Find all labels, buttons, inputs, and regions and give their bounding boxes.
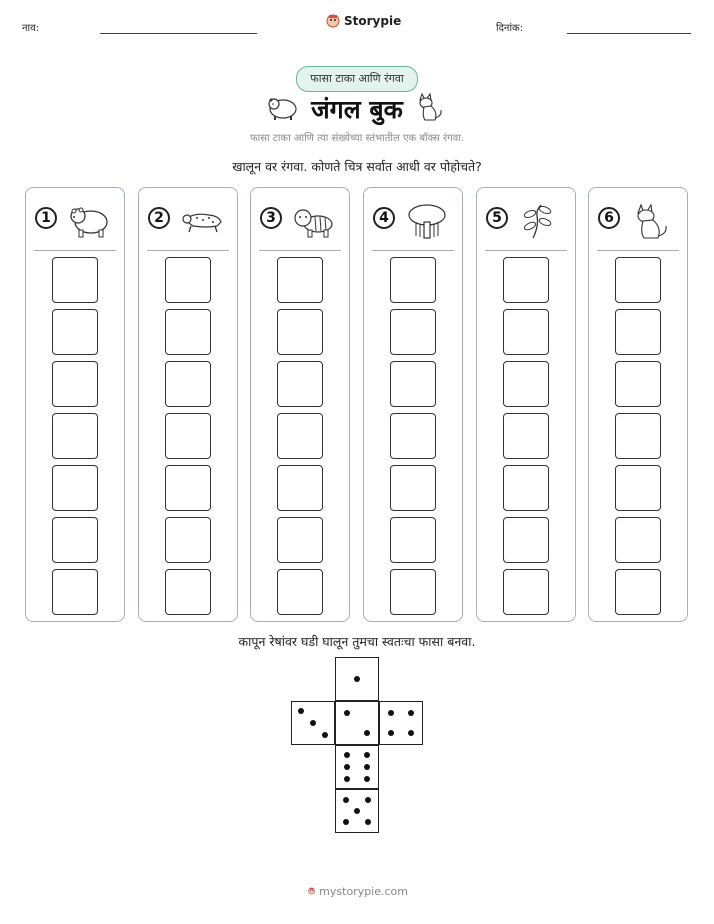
leopard-icon (179, 202, 225, 240)
color-box[interactable] (615, 517, 661, 563)
die-face-4 (379, 701, 423, 745)
die-face-5 (335, 789, 379, 833)
color-box[interactable] (390, 361, 436, 407)
color-box[interactable] (277, 465, 323, 511)
wolf-icon (629, 202, 675, 240)
name-line[interactable] (100, 33, 257, 34)
color-box[interactable] (503, 309, 549, 355)
column-4 (363, 187, 463, 622)
column-5 (476, 187, 576, 622)
subtitle: फासा टाका आणि त्या संख्येच्या स्तंभातील एक बॉक्स रंगवा. (249, 133, 465, 144)
column-number: 6 (598, 207, 620, 229)
column-number: 4 (373, 207, 395, 229)
storypie-mascot-icon (326, 14, 340, 28)
column-2 (138, 187, 238, 622)
color-box[interactable] (165, 413, 211, 459)
color-box[interactable] (390, 569, 436, 615)
die-face-1 (335, 657, 379, 701)
color-box[interactable] (277, 257, 323, 303)
storypie-mascot-icon (308, 884, 315, 898)
vine-icon (517, 202, 563, 240)
column-number: 1 (35, 207, 57, 229)
color-box[interactable] (615, 465, 661, 511)
name-label: नाव: (22, 23, 40, 34)
date-label: दिनांक: (496, 23, 524, 34)
color-box[interactable] (52, 361, 98, 407)
cut-instruction: कापून रेषांवर घडी घालून तुमचा स्वतःचा फासा बनवा. (238, 634, 476, 649)
die-face-6 (335, 745, 379, 789)
color-box[interactable] (52, 309, 98, 355)
brand-name: Storypie (344, 14, 402, 28)
color-box[interactable] (615, 413, 661, 459)
color-box[interactable] (52, 465, 98, 511)
color-box[interactable] (390, 309, 436, 355)
column-number: 2 (148, 207, 170, 229)
color-box[interactable] (615, 569, 661, 615)
activity-badge: फासा टाका आणि रंगवा (296, 66, 418, 92)
column-number: 3 (260, 207, 282, 229)
color-box[interactable] (615, 361, 661, 407)
color-box[interactable] (165, 361, 211, 407)
color-box[interactable] (503, 413, 549, 459)
color-box[interactable] (390, 517, 436, 563)
column-number: 5 (486, 207, 508, 229)
banyan-tree-icon (404, 202, 450, 240)
color-box[interactable] (277, 413, 323, 459)
color-box[interactable] (52, 257, 98, 303)
wolf-icon (414, 90, 444, 122)
footer (308, 884, 408, 898)
color-box[interactable] (615, 309, 661, 355)
color-box[interactable] (277, 361, 323, 407)
color-box[interactable] (390, 257, 436, 303)
tiger-icon (291, 202, 337, 240)
die-face-2 (335, 701, 379, 745)
column-3 (250, 187, 350, 622)
color-box[interactable] (503, 517, 549, 563)
color-box[interactable] (52, 413, 98, 459)
color-box[interactable] (503, 361, 549, 407)
color-box[interactable] (503, 257, 549, 303)
color-box[interactable] (165, 309, 211, 355)
date-line[interactable] (567, 33, 691, 34)
die-face-3 (291, 701, 335, 745)
footer-url[interactable]: mystorypie.com (319, 884, 408, 898)
color-box[interactable] (165, 257, 211, 303)
color-box[interactable] (390, 413, 436, 459)
column-1 (25, 187, 125, 622)
color-box[interactable] (277, 569, 323, 615)
color-box[interactable] (52, 569, 98, 615)
color-box[interactable] (165, 465, 211, 511)
color-box[interactable] (390, 465, 436, 511)
column-6 (588, 187, 688, 622)
bear-icon (266, 92, 300, 122)
color-box[interactable] (503, 569, 549, 615)
page-title: जंगल बुक (311, 95, 403, 124)
color-box[interactable] (52, 517, 98, 563)
color-box[interactable] (165, 517, 211, 563)
color-box[interactable] (615, 257, 661, 303)
color-box[interactable] (503, 465, 549, 511)
brand-logo (326, 14, 401, 28)
color-box[interactable] (277, 517, 323, 563)
color-box[interactable] (277, 309, 323, 355)
color-box[interactable] (165, 569, 211, 615)
bear-icon (66, 202, 112, 240)
instruction: खालून वर रंगवा. कोणते चित्र सर्वात आधी वर पोहोचते? (232, 159, 482, 174)
